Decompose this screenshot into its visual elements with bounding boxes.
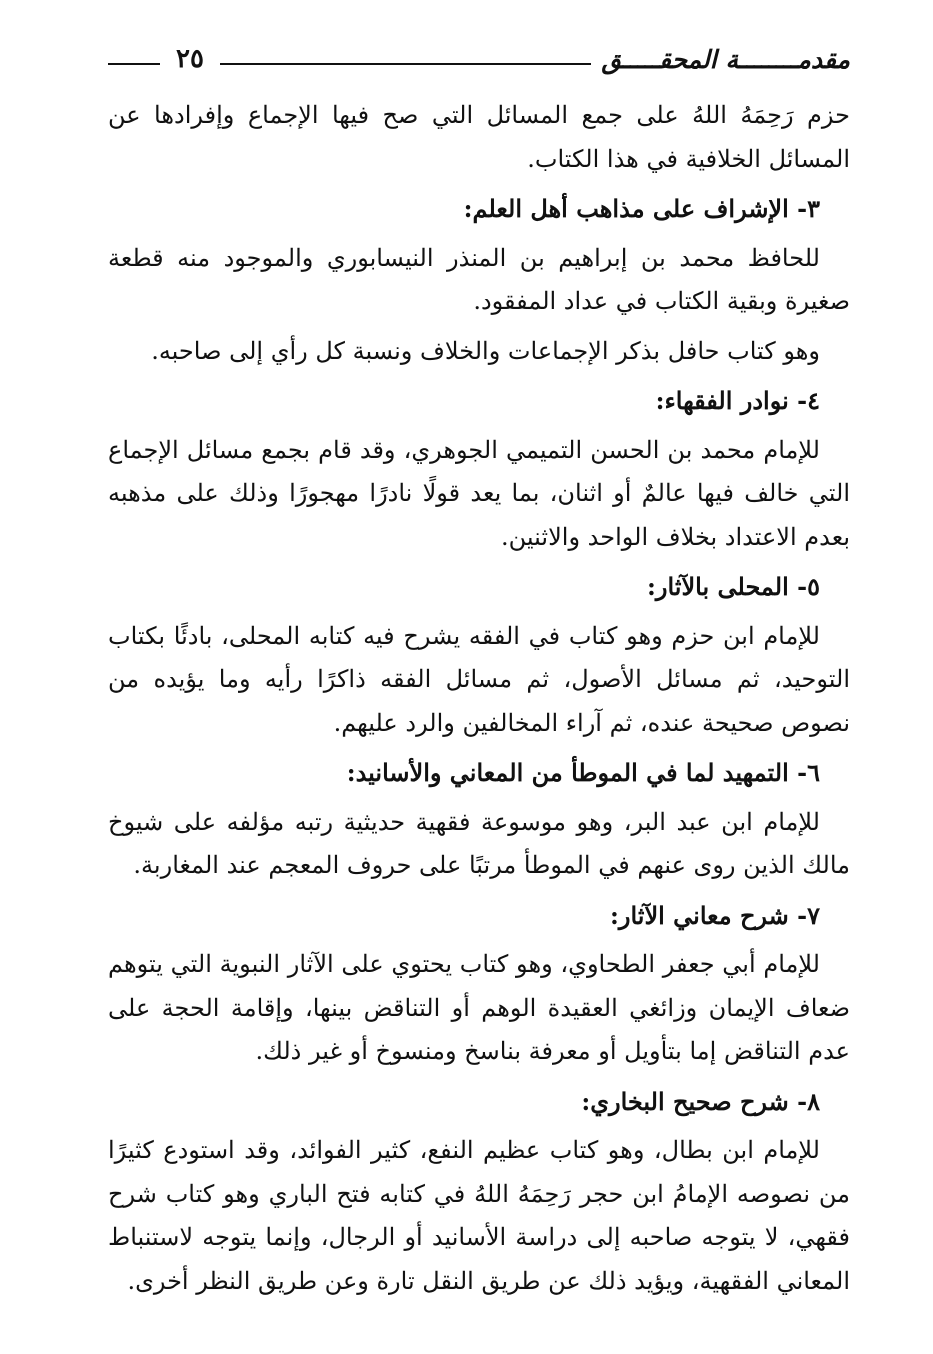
page-header — [108, 34, 850, 84]
page-body — [108, 94, 850, 1303]
section-heading: ٣- الإشراف على مذاهب أهل العلم: — [463, 194, 820, 223]
paragraph: للإمام محمد بن الحسن التميمي الجوهري، وقد قام بجمع مسائل الإجماع التي خالف فيها عالمٌ أو اثنان، بما يعد قولًا نادرًا مهجورًا وذلك على مذهبه بعدم الاعتداد بخلاف الواحد والاثنين. — [108, 435, 850, 551]
section-heading: ٨- شرح صحيح البخاري: — [581, 1086, 820, 1116]
paragraph: للإمام ابن عبد البر، وهو موسوعة فقهية حديثية رتبه مؤلفه على شيوخ مالك الذين روى عنهم في الموطأ مرتبًا على حروف المعجم عند المغاربة. — [108, 807, 850, 879]
paragraph: للإمام ابن بطال، وهو كتاب عظيم النفع، كثير الفوائد، وقد استودع كثيرًا من نصوصه الإمامُ ابن حجر رَحِمَهُ اللهُ في كتابه فتح الباري وهو كتاب شرح فقهي، لا يتوجه صاحبه إلى دراسة الأسانيد أو الرجال، وإنما يتوجه لاستنباط المعاني الفقهية، ويؤيد ذلك عن طريق النقل تارة وعن طريق النظر أخرى. — [108, 1136, 850, 1295]
paragraph: للإمام ابن حزم وهو كتاب في الفقه يشرح فيه كتابه المحلى، بادئًا بكتاب التوحيد، ثم مسائل الأصول، ثم مسائل الفقه ذاكرًا رأيه وما يؤيده من نصوص صحيحة عنده، ثم آراء المخالفين والرد عليهم. — [108, 621, 850, 737]
paragraph: للإمام أبي جعفر الطحاوي، وهو كتاب يحتوي على الآثار النبوية التي يتوهم ضعاف الإيمان وزائغي العقيدة الوهم أو التناقض بينها، وإقامة الحجة على عدم التناقض إما بتأويل أو معرفة بناسخ ومنسوخ أو غير ذلك. — [108, 950, 850, 1065]
header-rule-end — [108, 63, 160, 65]
section-heading: ٦- التمهيد لما في الموطأ من المعاني والأسانيد: — [346, 758, 820, 787]
header-rule — [220, 63, 592, 65]
section-heading: ٤- نوادر الفقهاء: — [655, 386, 820, 415]
book-page — [108, 34, 850, 1309]
page-number: ٢٥ — [176, 44, 204, 74]
paragraph: حزم رَحِمَهُ اللهُ على جمع المسائل التي صح فيها الإجماع وإفرادها عن المسائل الخلافية في هذا الكتاب. — [108, 101, 850, 173]
section-heading: ٥- المحلى بالآثار: — [647, 572, 820, 601]
paragraph: وهو كتاب حافل بذكر الإجماعات والخلاف ونسبة كل رأي إلى صاحبه. — [151, 336, 820, 365]
running-title: مقدمــــــــة المحقـــــق — [601, 44, 850, 74]
section-heading: ٧- شرح معاني الآثار: — [610, 900, 820, 930]
paragraph: للحافظ محمد بن إبراهيم بن المنذر النيسابوري والموجود منه قطعة صغيرة وبقية الكتاب في عداد المفقود. — [108, 243, 850, 315]
